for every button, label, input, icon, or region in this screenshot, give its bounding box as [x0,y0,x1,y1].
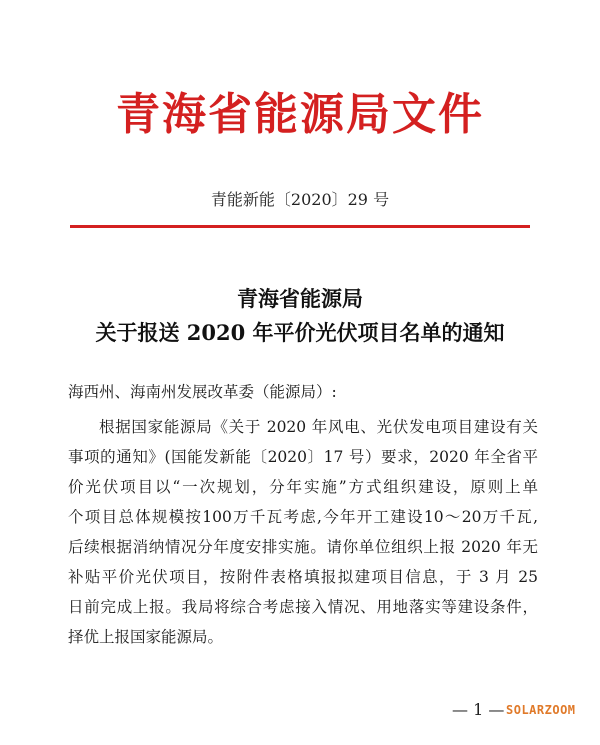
notice-title-issuer: 青海省能源局 [237,286,363,311]
notice-body [68,412,538,652]
body-line: 日前完成上报。我局将综合考虑接入情况、用地落实等建设条件， [68,598,538,616]
watermark-logo: SOLARZOOM [506,703,576,717]
red-divider-line [70,225,530,228]
notice-title-subject: 关于报送 2020 年平价光伏项目名单的通知 [95,320,505,345]
document-number: 青能新能〔2020〕29 号 [210,190,390,209]
body-line: 个项目总体规模按100万千瓦考虑,今年开工建设10～20万千瓦, [68,508,538,526]
body-line: 后续根据消纳情况分年度安排实施。请你单位组织上报 2020 年无 [68,538,538,556]
addressee: 海西州、海南州发展改革委（能源局）: [68,383,337,401]
body-line: 择优上报国家能源局。 [68,628,224,646]
document-header-title: 青海省能源局文件 [116,89,484,140]
body-line: 根据国家能源局《关于 2020 年风电、光伏发电项目建设有关 [99,418,538,436]
body-line: 补贴平价光伏项目，按附件表格填报拟建项目信息，于 3 月 25 [68,568,538,586]
page-number: — 1 — [452,700,505,719]
body-line: 事项的通知》(国能发新能〔2020〕17 号）要求，2020 年全省平 [68,448,538,466]
body-line: 价光伏项目以“一次规划，分年实施”方式组织建设，原则上单 [68,478,538,496]
